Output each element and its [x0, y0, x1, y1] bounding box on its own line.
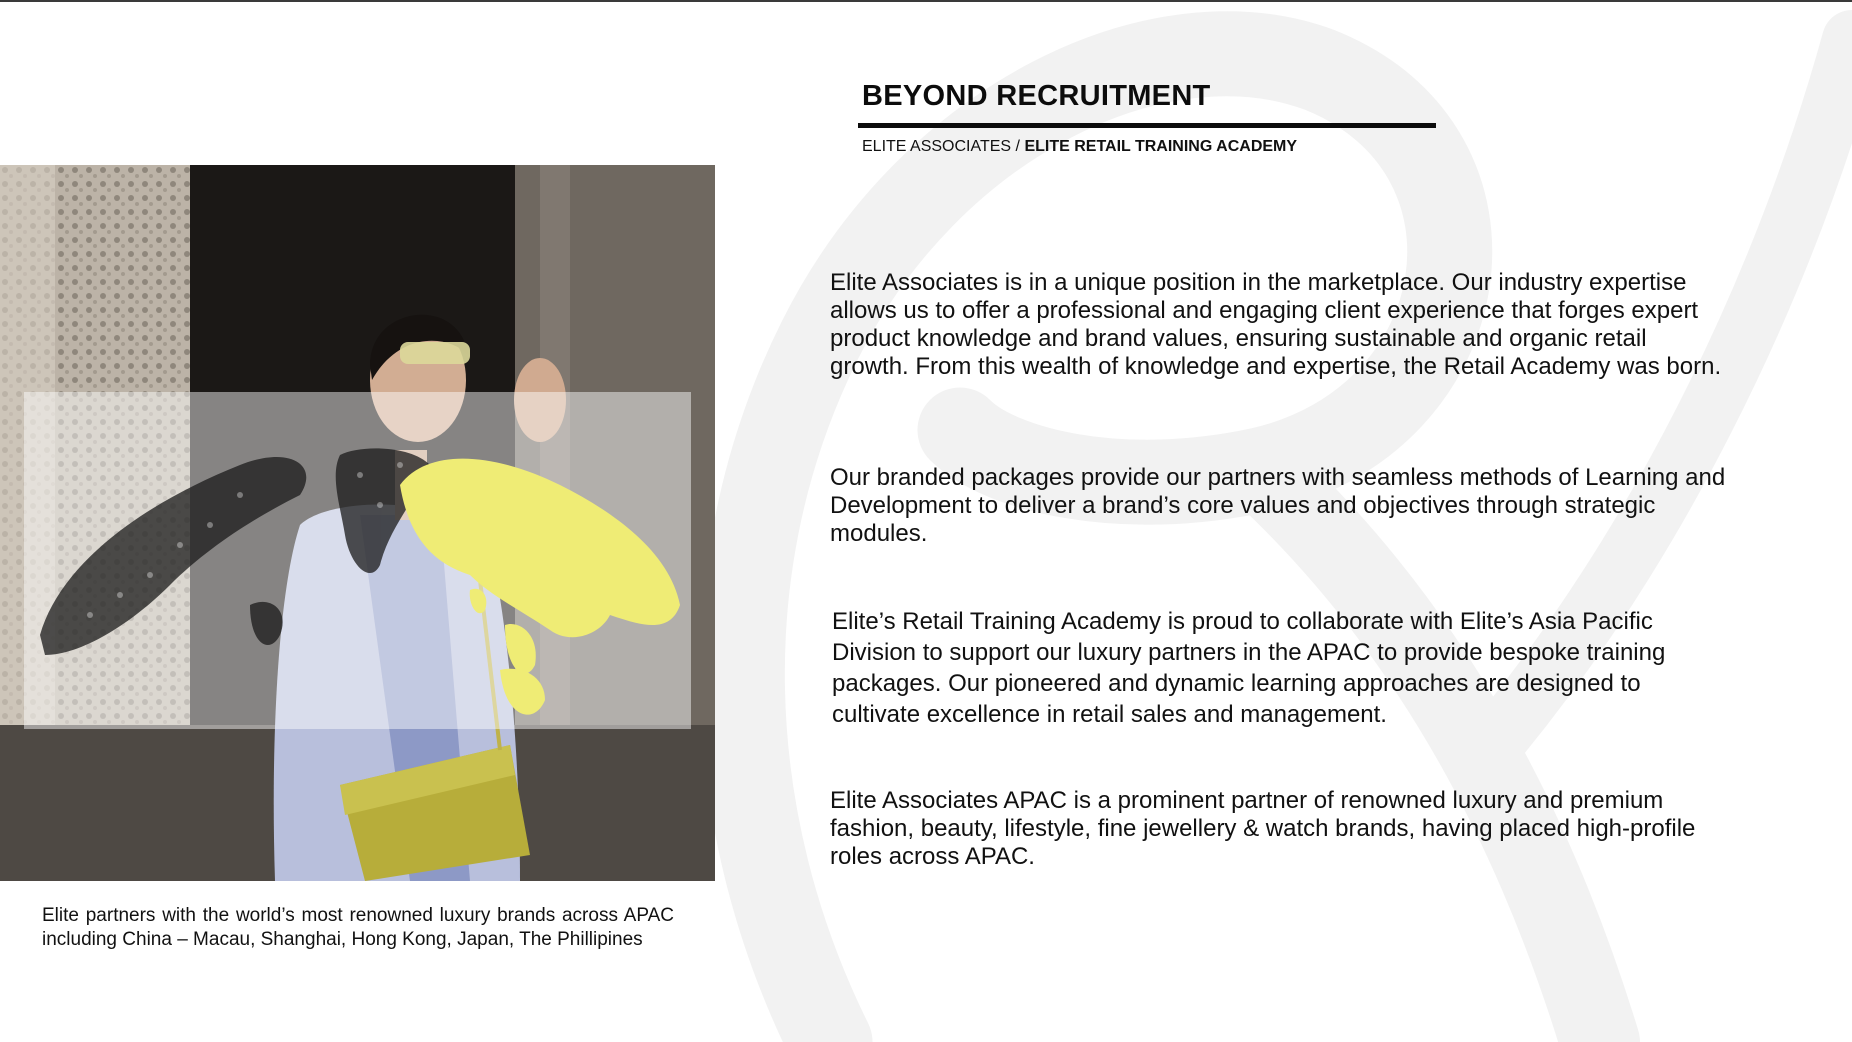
breadcrumb-current: ELITE RETAIL TRAINING ACADEMY — [1024, 138, 1298, 155]
breadcrumb-parent: ELITE ASSOCIATES — [862, 138, 1012, 155]
fashion-photo — [0, 165, 715, 881]
title-underline — [858, 123, 1436, 128]
paragraph-branded-packages: Our branded packages provide our partners with seamless methods of Learning and Development to deliver a brand’s core values and objectives through strategic modules. — [830, 464, 1726, 547]
page-title: BEYOND RECRUITMENT — [862, 80, 1211, 112]
paragraph-apac-collaboration: Elite’s Retail Training Academy is proud to collaborate with Elite’s Asia Pacific Division to support our luxury partners in the APAC to provide bespoke training packages. Our pioneered and dynamic learning approaches are designed to cultivate excellence in retail sales and management. — [832, 608, 1666, 728]
paragraph-apac-partner: Elite Associates APAC is a prominent partner of renowned luxury and premium fashion, beauty, lifestyle, fine jewellery & watch brands, having placed high-profile roles across APAC. — [830, 787, 1696, 870]
paragraph-company-intro: Elite Associates is in a unique position in the marketplace. Our industry expertise allows us to offer a professional and engaging client experience that forges expert product knowledge and brand values, ensuring sustainable and organic retail growth. From this wealth of knowledge and expertise, the Retail Academy was born. — [830, 269, 1722, 380]
breadcrumb-separator: / — [1015, 138, 1020, 155]
photo-caption: Elite partners with the world’s most renowned luxury brands across APAC including China – Macau, Shanghai, Hong Kong, Japan, The Phillipines — [42, 905, 674, 950]
breadcrumb — [862, 138, 1297, 156]
